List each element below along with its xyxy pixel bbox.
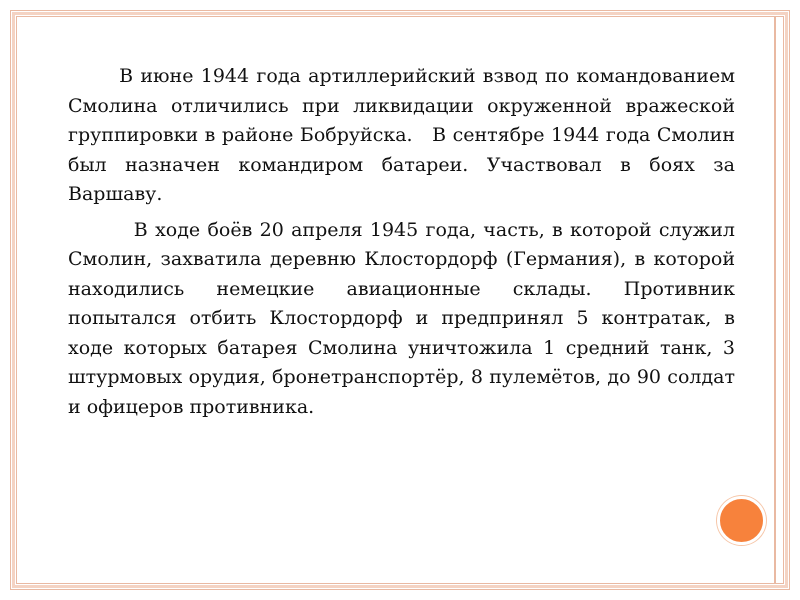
slide-body-text [68,62,735,422]
slide-side-line [774,16,776,584]
paragraph-1: В июне 1944 года артиллерийский взвод по командованием Смолина отличились при ликвидации окруженной вражеской группировки в районе Бобруйска. В сентябре 1944 года Смолин был назначен командиром батареи. Участвовал в боях за Варшаву. [68,65,735,205]
paragraph-2: В ходе боёв 20 апреля 1945 года, часть, в которой служил Смолин, захватила деревню Клостордорф (Германия), в которой находились немецкие авиационные склады. Противник попытался отбить Клостордорф и предпринял 5 контратак, в ходе которых батарея Смолина уничтожила 1 средний танк, 3 штурмовых орудия, бронетранспортёр, 8 пулемётов, до 90 солдат и офицеров противника. [68,218,735,418]
decorative-circle-icon [717,496,766,545]
